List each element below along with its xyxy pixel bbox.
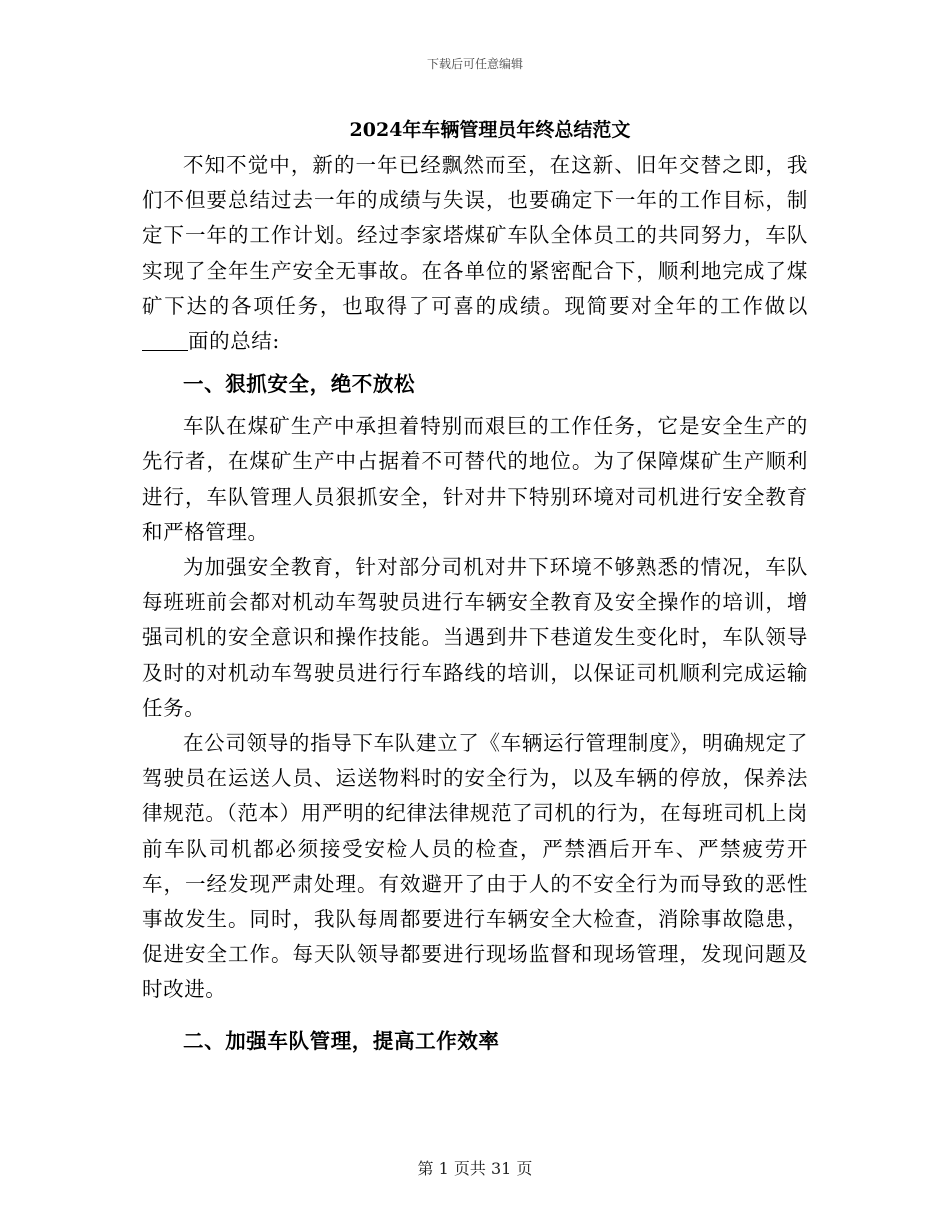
document-title: 2024年车辆管理员年终总结范文 xyxy=(349,119,631,141)
section1-paragraph-2: 为加强安全教育，针对部分司机对井下环境不够熟悉的情况，车队每班班前会都对机动车驾驶员进行车辆安全教育及安全操作的培训，增强司机的安全意识和操作技能。当遇到井下巷道发生变化时，车队领导及时的对机动车驾驶员进行行车路线的培训，以保证司机顺利完成运输任务。 xyxy=(142,555,808,720)
page-number-footer: 第 1 页共 31 页 xyxy=(417,1159,533,1178)
section1-paragraph-1: 车队在煤矿生产中承担着特别而艰巨的工作任务，它是安全生产的先行者，在煤矿生产中占据着不可替代的地位。为了保障煤矿生产顺利进行，车队管理人员狠抓安全，针对井下特别环境对司机进行安全教育和严格管理。 xyxy=(142,414,808,544)
section1-paragraph-3: 在公司领导的指导下车队建立了《车辆运行管理制度》，明确规定了驾驶员在运送人员、运送物料时的安全行为，以及车辆的停放，保养法律规范。（范本）用严明的纪律法律规范了司机的行为，在每班司机上岗前车队司机都必须接受安检人员的检查，严禁酒后开车、严禁疲劳开车，一经发现严肃处理。有效避开了由于人的不安全行为而导致的恶性事故发生。同时，我队每周都要进行车辆安全大检查，消除事故隐患，促进安全工作。每天队领导都要进行现场监督和现场管理，发现问题及时改进。 xyxy=(142,731,808,1002)
fill-in-blank xyxy=(142,330,188,352)
section-heading-2: 二、加强车队管理，提高工作效率 xyxy=(183,1028,500,1053)
header-note: 下载后可任意编辑 xyxy=(426,57,523,71)
intro-text-end: 面的总结: xyxy=(188,329,280,354)
intro-text: 不知不觉中，新的一年已经飘然而至，在这新、旧年交替之即，我们不但要总结过去一年的成绩与失误，也要确定下一年的工作目标，制定下一年的工作计划。经过李家塔煤矿车队全体员工的共同努力，车队实现了全年生产安全无事故。在各单位的紧密配合下，顺利地完成了煤矿下达的各项任务，也取得了可喜的成绩。现简要对全年的工作做以 xyxy=(142,153,808,318)
document-body xyxy=(142,112,808,1066)
intro-paragraph xyxy=(142,148,808,359)
section-heading-1: 一、狠抓安全，绝不放松 xyxy=(183,372,416,397)
